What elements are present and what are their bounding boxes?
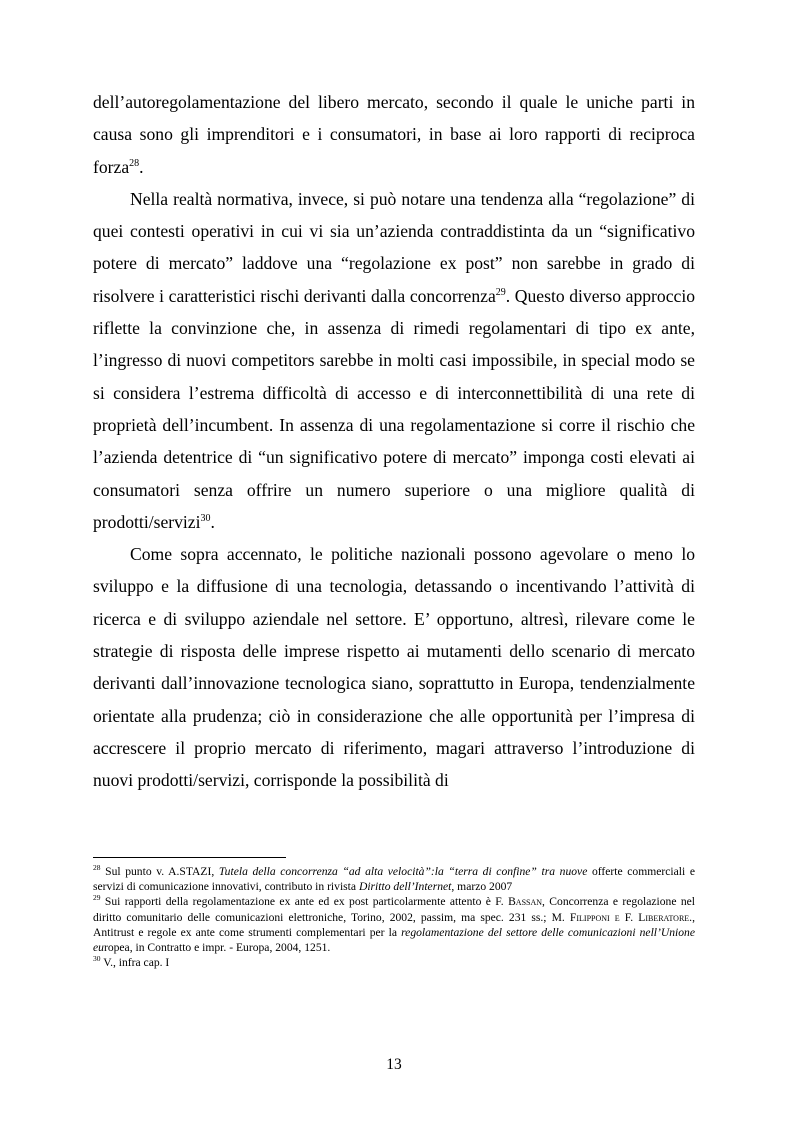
footnote-28-middle: offerte commerciali e servizi di comunicazione innovativi, contributo in rivista <box>93 865 695 894</box>
footnote-29-part-2: , Concorrenza e regolazione nel diritto comunitario delle comunicazioni elettroniche, Torino, 2002, passim, ma spec. 231 ss.; M. <box>93 895 696 924</box>
footnote-29-part-3: , Antitrust e regole ex ante come strumenti complementari per la <box>93 910 695 939</box>
footnote-28 <box>93 864 695 894</box>
paragraph-3 <box>93 538 695 796</box>
footnote-29-italic: regolamentazione del settore delle comunicazioni nell’Unione eu <box>93 925 695 955</box>
paragraph-3-text: Come sopra accennato, le politiche nazionali possono agevolare o meno lo sviluppo e la diffusione di una tecnologia, detassando o incentivando l’attività di ricerca e di sviluppo aziendale nel settore. E’ opportuno, altresì, rilevare come le strategie di risposta delle imprese rispetto ai mutamenti dello scenario di mercato derivanti dall’innovazione tecnologica siano, soprattutto in Europa, tendenzialmente orientate alla prudenza; ciò in considerazione che alle opportunità per l’impresa di accrescere il proprio mercato di riferimento, magari attraverso l’introduzione di nuovi prodotti/servizi, corrisponde la possibilità di <box>93 544 695 791</box>
footnote-28-suffix: , marzo 2007 <box>451 880 513 894</box>
footnote-29-part-1: Sui rapporti della regolamentazione ex ante ed ex post particolarmente attento è F. <box>100 895 509 909</box>
footnote-28-prefix: Sul punto v. A.STAZI, <box>100 865 219 878</box>
footnote-28-journal: Diritto dell’Internet <box>358 880 452 894</box>
page-number: 13 <box>386 1056 402 1073</box>
footnote-28-title: Tutela della concorrenza “ad alta velocità”:la “terra di confine” tra nuove <box>218 865 588 878</box>
footnote-29-author-2: Filipponi e F. Liberatore. <box>569 910 693 924</box>
footnote-29-author-1: Bassan <box>508 895 543 909</box>
body-text <box>93 86 695 797</box>
footnote-ref-29[interactable]: 29 <box>495 286 506 298</box>
footnote-29-number: 29 <box>93 893 101 903</box>
paragraph-1 <box>93 86 695 183</box>
footnote-28-number: 28 <box>93 863 101 872</box>
paragraph-2-text-a: Nella realtà normativa, invece, si può notare una tendenza alla “regolazione” di quei contesti operativi in cui vi sia un’azienda contraddistinta da un “significativo potere di mercato” laddove una “regolazione ex post” non sarebbe in grado di risolvere i caratteristici rischi derivanti dalla concorrenza <box>93 188 695 306</box>
paragraph-1-end: . <box>139 156 144 177</box>
paragraph-2 <box>93 183 695 538</box>
document-page <box>93 0 695 1123</box>
paragraph-2-end: . <box>210 511 215 532</box>
footnote-ref-28[interactable]: 28 <box>129 157 140 169</box>
paragraph-1-text: dell’autoregolamentazione del libero mercato, secondo il quale le uniche parti in causa sono gli imprenditori e i consumatori, in base ai loro rapporti di reciproca forza <box>93 92 695 177</box>
footnote-separator <box>93 857 286 858</box>
footnote-29-part-4: ropea, in Contratto e impr. - Europa, 2004, 1251. <box>103 941 331 955</box>
footnote-30-text: V., infra cap. I <box>100 956 170 970</box>
paragraph-2-text-b: . Questo diverso approccio riflette la convinzione che, in assenza di rimedi regolamentari di tipo ex ante, l’ingresso di nuovi competitors sarebbe in molti casi impossibile, in special modo se si considera l’estrema difficoltà di accesso e di interconnettibilità di una rete di proprietà dell’incumbent. In assenza di una regolamentazione si corre il rischio che l’azienda detentrice di “un significativo potere di mercato” imponga costi elevati ai consumatori senza offrire un numero superiore o una migliore qualità di prodotti/servizi <box>93 285 695 532</box>
footnote-ref-30[interactable]: 30 <box>200 512 211 524</box>
footnotes <box>93 864 695 970</box>
footnote-30 <box>93 955 695 970</box>
footnote-29 <box>93 894 695 955</box>
footnote-30-number: 30 <box>93 954 101 964</box>
